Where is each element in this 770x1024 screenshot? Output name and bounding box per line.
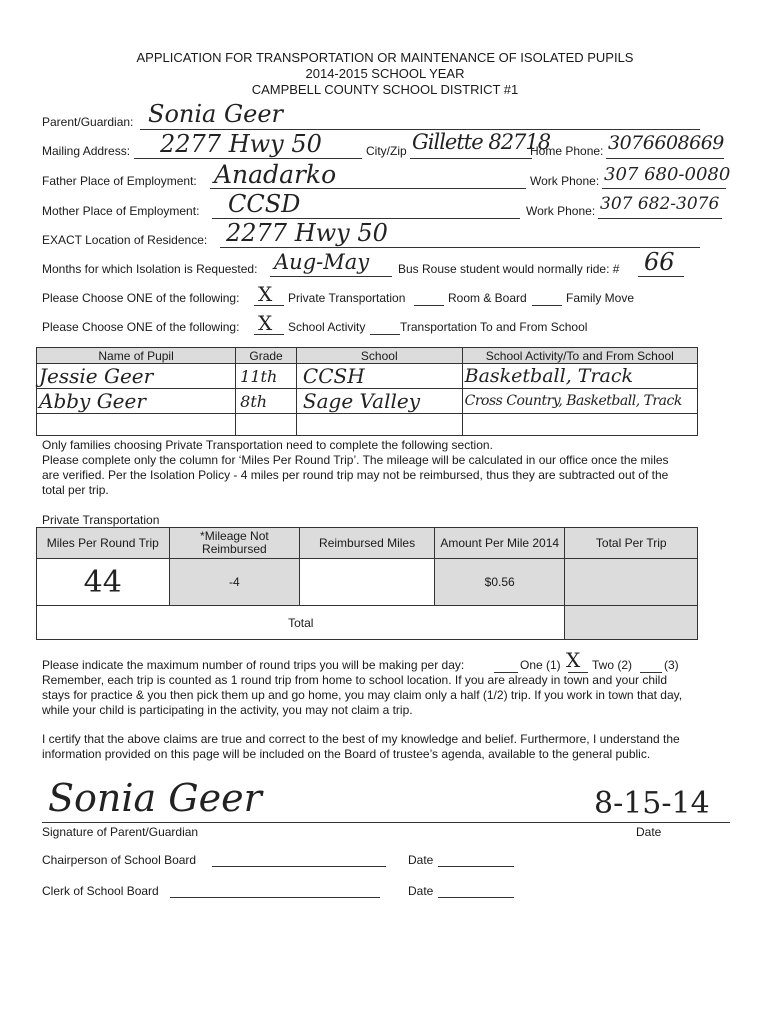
school-year: 2014-2015 SCHOOL YEAR [305,66,465,81]
pupil-name[interactable]: Abby Geer [37,389,236,414]
pupil-school[interactable]: CCSH [296,364,462,389]
pupil-school[interactable]: Sage Valley [296,389,462,414]
signature-value[interactable]: Sonia Geer [48,776,262,820]
residence-line [220,247,700,248]
choice1-blank-3[interactable] [532,305,562,306]
pupil-grade[interactable]: 8th [236,389,297,414]
pupils-header-name: Name of Pupil [37,348,236,364]
certify-line-1: I certify that the above claims are true and correct to the best of my knowledge and belief. Furthermore, I understand the [42,732,680,746]
choice1-blank-2[interactable] [414,305,444,306]
total-label: Total [37,606,565,640]
choice1-label: Please Choose ONE of the following: [42,291,240,305]
months-line [270,276,392,277]
choice1-opt-room: Room & Board [448,291,527,305]
mother-value[interactable]: CCSD [228,190,301,218]
months-value[interactable]: Aug-May [274,250,370,274]
clerk-label: Clerk of School Board [42,884,159,898]
total-value[interactable] [565,606,698,640]
table-cell[interactable] [37,414,236,436]
roundtrip-opt-one: One (1) [520,658,561,672]
pupils-table [36,347,698,436]
mother-label: Mother Place of Employment: [42,204,200,218]
pupil-activity[interactable]: Cross Country, Basketball, Track [462,389,697,414]
table-cell[interactable] [462,414,697,436]
roundtrip-question: Please indicate the maximum number of round trips you will be making per day: [42,658,465,672]
instructions-line-1: Only families choosing Private Transportation need to complete the following section. [42,438,493,452]
roundtrip-opt-three: (3) [664,658,679,672]
certification [42,732,732,762]
chair-date-label: Date [408,853,434,867]
months-label: Months for which Isolation is Requested: [42,262,258,276]
signature-date-value[interactable]: 8-15-14 [594,786,710,821]
parent-label: Parent/Guardian: [42,115,134,129]
instructions-line-3: are verified. Per the Isolation Policy - 4 miles per round trip may not be reimbursed, thus they are subtracted out of the [42,468,669,482]
chair-date-line[interactable] [438,866,514,867]
amount-per-mile: $0.56 [434,559,565,606]
pupils-header-activity: School Activity/To and From School [462,348,697,364]
roundtrip-line-4: while your child is participating in the activity, you may not claim a trip. [42,703,413,717]
table-row [37,414,698,436]
bus-label: Bus Rouse student would normally ride: # [398,262,620,276]
work-phone-label-1: Work Phone: [530,174,600,188]
signature-date-label: Date [636,825,662,839]
certify-line-2: information provided on this page will be included on the Board of trustee’s agenda, available to the general public. [42,747,651,761]
bus-value[interactable]: 66 [644,248,675,276]
choice1-mark[interactable]: X [258,282,273,306]
choice2-opt-transport: Transportation To and From School [400,320,588,334]
private-header-not-reimbursed: *Mileage Not Reimbursed [169,528,300,559]
signature-line [42,822,730,823]
private-header-miles: Miles Per Round Trip [37,528,170,559]
choice2-label: Please Choose ONE of the following: [42,320,240,334]
instructions [42,438,732,498]
work-phone-value-1[interactable]: 307 680-0080 [604,164,731,185]
work-phone-label-2: Work Phone: [526,204,596,218]
pupil-grade[interactable]: 11th [236,364,297,389]
reimbursed-miles[interactable] [300,559,435,606]
choice2-mark[interactable]: X [258,311,273,335]
roundtrip-line-3: stays for practice & you then pick them up and go home, you may claim only a half (1/2) trip. If you work in town that day, [42,688,683,702]
father-value[interactable]: Anadarko [214,160,337,189]
pupils-header-school: School [296,348,462,364]
private-table [36,527,698,640]
instructions-line-2: Please complete only the column for ‘Miles Per Round Trip’. The mileage will be calculated in our office once the miles [42,453,669,467]
father-label: Father Place of Employment: [42,174,197,188]
cityzip-value[interactable]: Gillette 82718 [412,130,551,154]
work-phone-line-2 [598,218,722,219]
chair-line[interactable] [212,866,386,867]
roundtrip-opt-two: Two (2) [592,658,633,672]
table-row [37,606,698,640]
district-name: CAMPBELL COUNTY SCHOOL DISTRICT #1 [251,82,519,97]
work-phone-line-1 [602,188,726,189]
private-header-amount: Amount Per Mile 2014 [434,528,565,559]
private-header-total: Total Per Trip [565,528,698,559]
private-header-reimbursed: Reimbursed Miles [300,528,435,559]
table-row [37,559,698,606]
miles-per-round-trip[interactable]: 44 [37,559,170,606]
chair-label: Chairperson of School Board [42,853,197,867]
residence-label: EXACT Location of Residence: [42,233,208,247]
roundtrip-line-2: Remember, each trip is counted as 1 round trip from home to school location. If you are already in town and your child [42,673,667,687]
form-title: APPLICATION FOR TRANSPORTATION OR MAINTENANCE OF ISOLATED PUPILS [136,50,634,65]
home-phone-label: Home Phone: [530,144,604,158]
table-row [37,364,698,389]
choice1-opt-family: Family Move [566,291,635,305]
choice2-opt-activity: School Activity [288,320,366,334]
table-row [37,389,698,414]
home-phone-line [606,158,724,159]
roundtrip-notes [42,673,732,718]
pupils-header-grade: Grade [236,348,297,364]
parent-value[interactable]: Sonia Geer [148,100,284,128]
table-cell[interactable] [236,414,297,436]
table-cell[interactable] [296,414,462,436]
clerk-date-line[interactable] [438,897,514,898]
mailing-label: Mailing Address: [42,144,131,158]
private-title: Private Transportation [42,513,160,527]
mailing-line [134,158,362,159]
cityzip-line [410,158,532,159]
mailing-value[interactable]: 2277 Hwy 50 [160,130,322,158]
total-per-trip[interactable] [565,559,698,606]
pupil-activity[interactable]: Basketball, Track [462,364,697,389]
clerk-line[interactable] [170,897,380,898]
signature-label: Signature of Parent/Guardian [42,825,199,839]
choice2-blank-2[interactable] [370,334,400,335]
home-phone-value[interactable]: 3076608669 [608,132,724,154]
clerk-date-label: Date [408,884,434,898]
pupil-name[interactable]: Jessie Geer [37,364,236,389]
instructions-line-4: total per trip. [42,483,109,497]
bus-line [638,276,684,277]
cityzip-label: City/Zip [366,144,407,158]
work-phone-value-2[interactable]: 307 682-3076 [600,194,720,214]
roundtrip-mark[interactable]: X [566,648,581,672]
residence-value[interactable]: 2277 Hwy 50 [226,219,388,247]
mileage-not-reimbursed: -4 [169,559,300,606]
choice1-opt-private: Private Transportation [288,291,406,305]
